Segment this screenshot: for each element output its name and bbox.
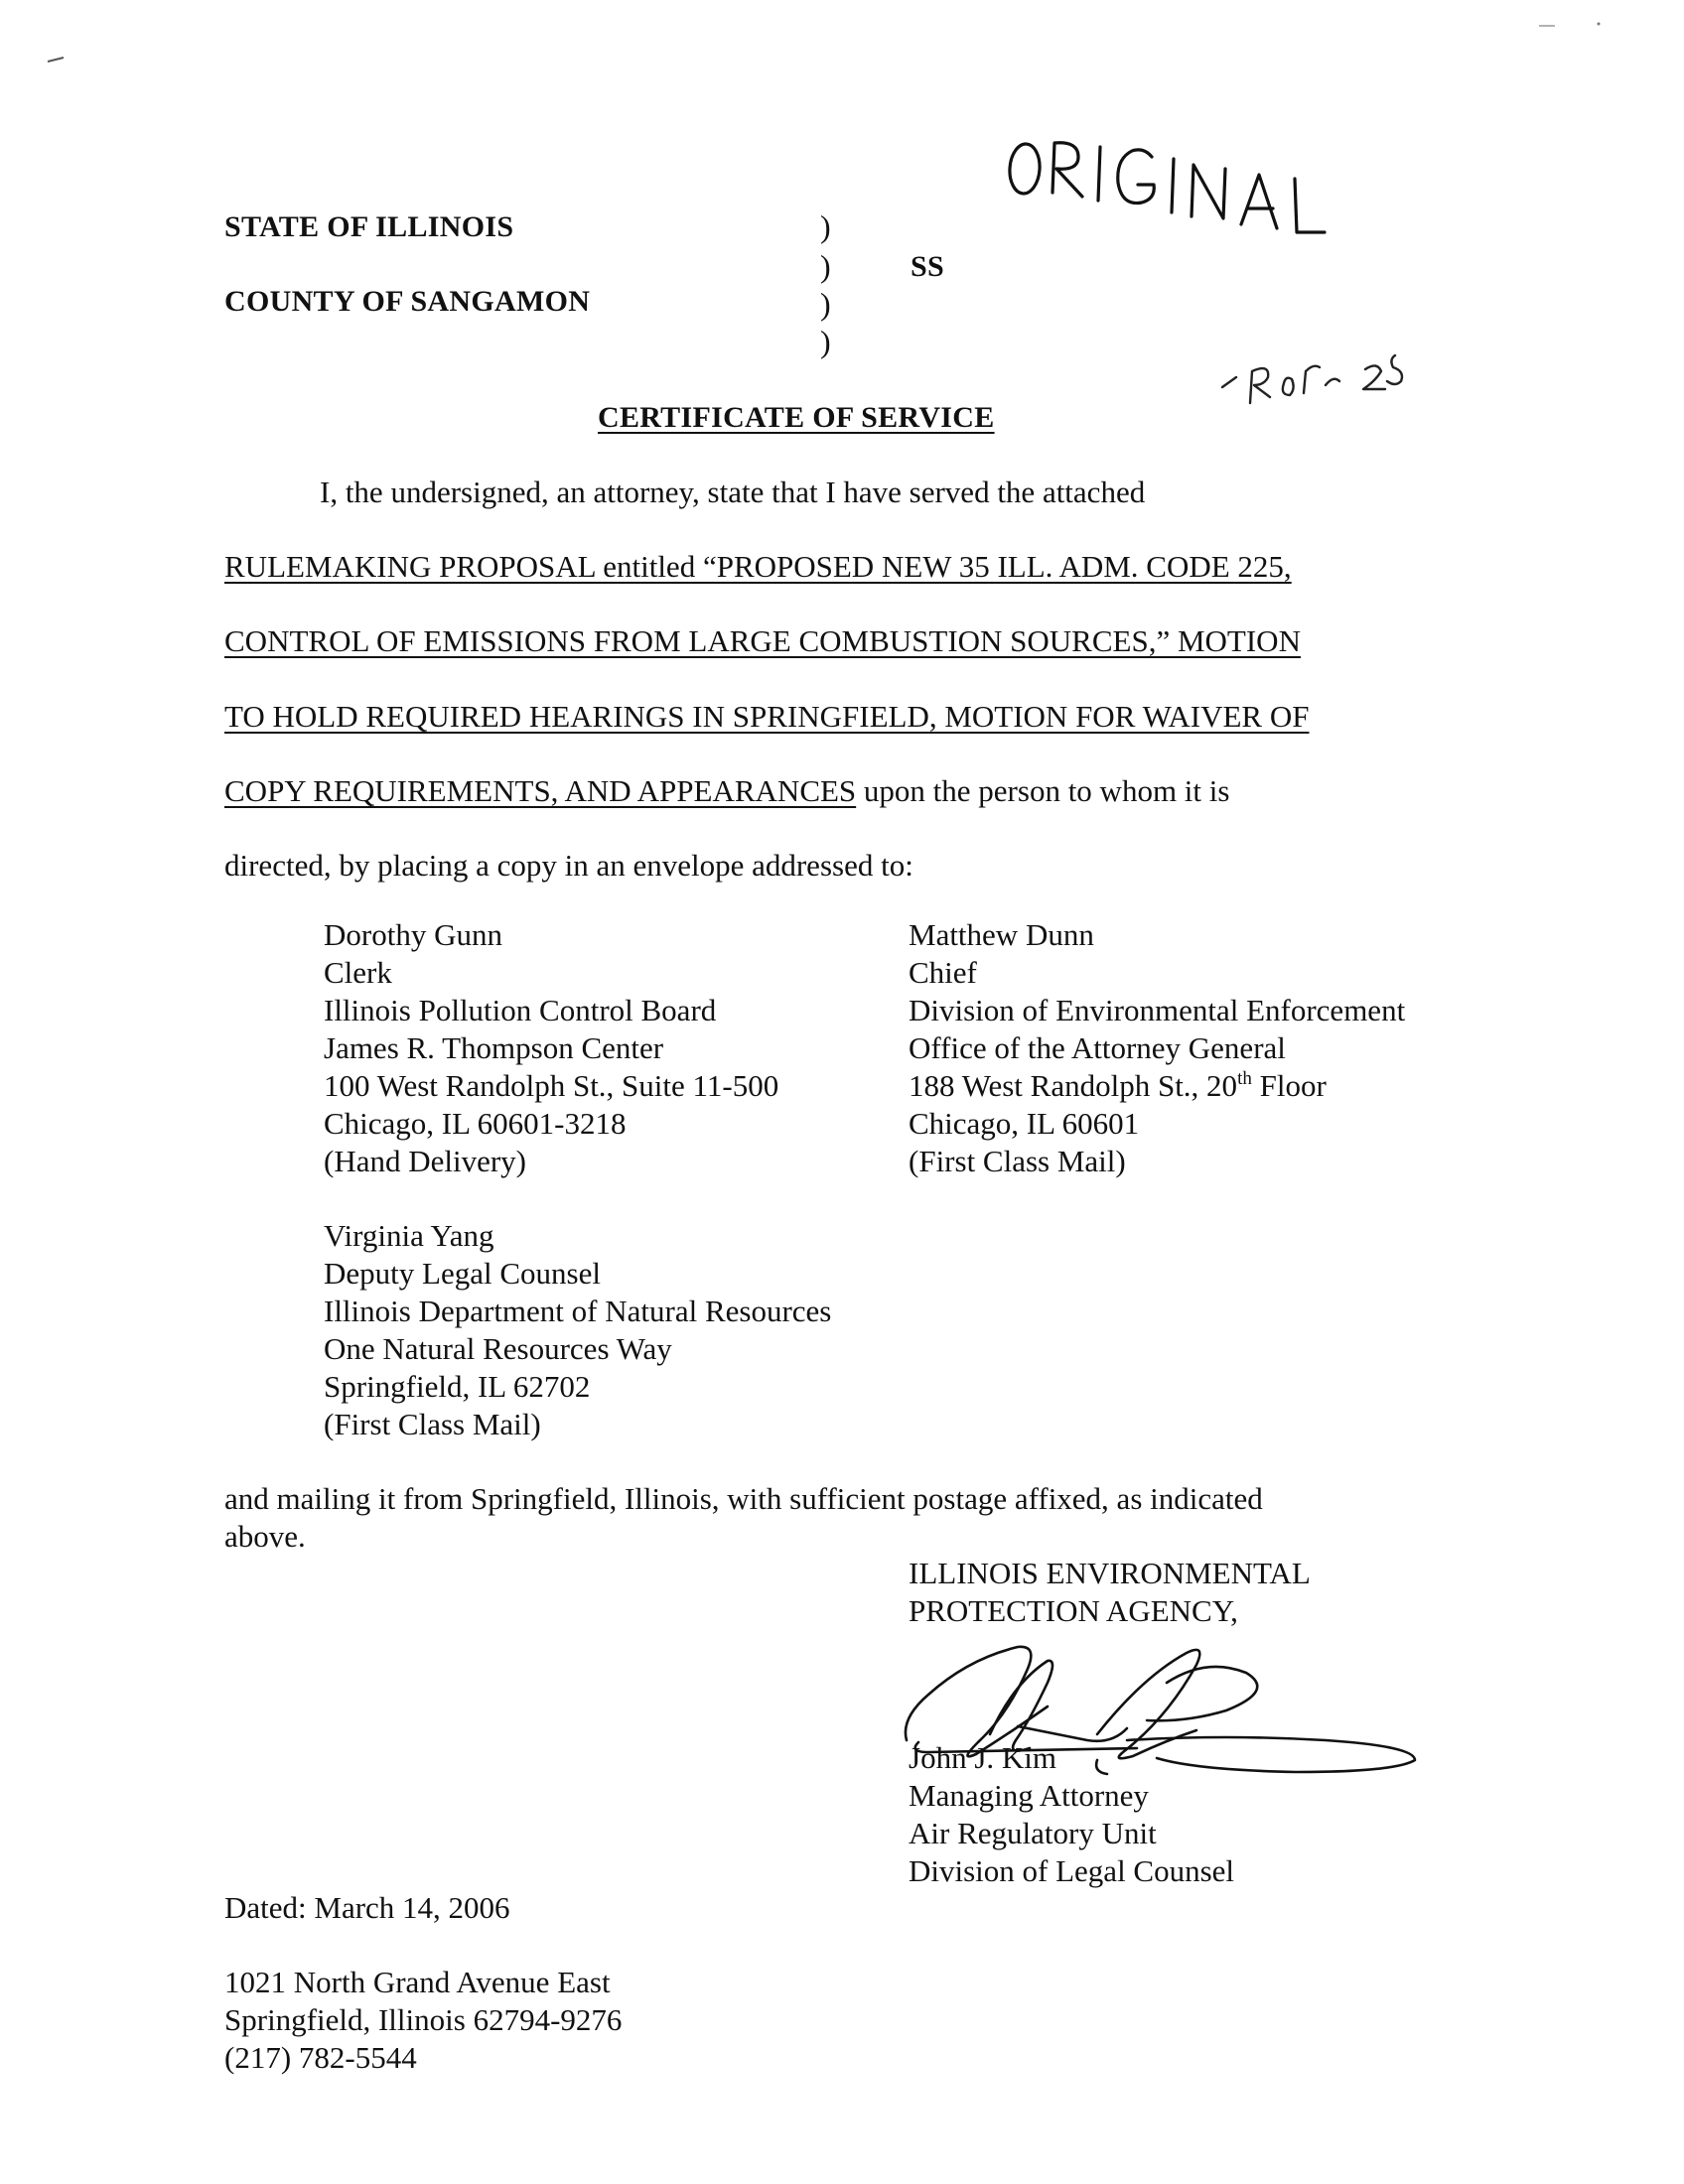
sender-city: Springfield, Illinois 62794-9276 (224, 2002, 623, 2037)
recipient-title: Clerk (324, 955, 392, 990)
certificate-title: CERTIFICATE OF SERVICE (598, 401, 995, 434)
sender-address (224, 1964, 622, 2077)
directed-text: directed, by placing a copy in an envelope addressed to: (224, 848, 913, 883)
caption-paren: ) (820, 248, 831, 284)
served-document-line: TO HOLD REQUIRED HEARINGS IN SPRINGFIELD, MOTION FOR WAIVER OF (224, 699, 1310, 734)
dated-line: Dated: March 14, 2006 (224, 1890, 510, 1925)
served-document-line: RULEMAKING PROPOSAL entitled “PROPOSED NEW 35 ILL. ADM. CODE 225, (224, 549, 1292, 584)
mailing-line: above. (224, 1519, 306, 1554)
recipient-title: Chief (909, 955, 977, 990)
signer-name: John J. Kim (909, 1740, 1056, 1775)
agency-name (909, 1555, 1311, 1630)
caption-paren: ) (820, 286, 831, 322)
sender-street: 1021 North Grand Avenue East (224, 1965, 611, 1999)
caption-county: COUNTY OF SANGAMON (224, 285, 591, 318)
recipient-org: Division of Environmental Enforcement (909, 993, 1406, 1027)
intro-text: I, the undersigned, an attorney, state that I have served the attached (320, 475, 1146, 509)
signer-unit: Air Regulatory Unit (909, 1816, 1157, 1850)
recipient-name: Matthew Dunn (909, 917, 1094, 952)
recipient-delivery-method: (First Class Mail) (324, 1407, 541, 1441)
recipient-building: Office of the Attorney General (909, 1030, 1286, 1065)
recipient-delivery-method: (First Class Mail) (909, 1144, 1126, 1178)
signer-role: Managing Attorney (909, 1778, 1149, 1813)
recipient-city: Chicago, IL 60601-3218 (324, 1106, 627, 1141)
served-document-line-4 (224, 773, 1229, 809)
original-stamp (1003, 129, 1331, 238)
mailing-line: and mailing it from Springfield, Illinois, with sufficient postage affixed, as indicated (224, 1481, 1263, 1516)
served-document-line: CONTROL OF EMISSIONS FROM LARGE COMBUSTION SOURCES,” MOTION (224, 623, 1301, 658)
recipient-city: Chicago, IL 60601 (909, 1106, 1140, 1141)
served-document-title-end: COPY REQUIREMENTS, AND APPEARANCES (224, 773, 857, 808)
recipient-address (324, 1217, 831, 1443)
scan-specks (0, 0, 1684, 119)
recipient-name: Dorothy Gunn (324, 917, 502, 952)
signer-division: Division of Legal Counsel (909, 1853, 1235, 1888)
recipient-street: One Natural Resources Way (324, 1331, 672, 1366)
signer-block (909, 1739, 1234, 1890)
street-text: 188 West Randolph St., 20 (909, 1068, 1238, 1103)
sender-phone: (217) 782-5544 (224, 2040, 417, 2075)
recipient-address (909, 916, 1405, 1180)
caption-ss: SS (911, 250, 944, 283)
agency-line: PROTECTION AGENCY, (909, 1593, 1238, 1628)
caption-paren: ) (820, 208, 831, 244)
recipient-delivery-method: (Hand Delivery) (324, 1144, 526, 1178)
recipient-org: Illinois Pollution Control Board (324, 993, 717, 1027)
recipient-address (324, 916, 778, 1180)
caption-state: STATE OF ILLINOIS (224, 210, 514, 243)
mailing-statement (224, 1480, 1263, 1556)
agency-line: ILLINOIS ENVIRONMENTAL (909, 1556, 1311, 1590)
recipient-street (909, 1067, 1405, 1105)
street-text-end: Floor (1251, 1068, 1327, 1103)
recipient-org: Illinois Department of Natural Resources (324, 1294, 832, 1328)
recipient-title: Deputy Legal Counsel (324, 1256, 601, 1291)
recipient-name: Virginia Yang (324, 1218, 494, 1253)
recipient-building: James R. Thompson Center (324, 1030, 664, 1065)
recipient-street: 100 West Randolph St., Suite 11-500 (324, 1068, 779, 1103)
caption-paren: ) (820, 324, 831, 359)
served-document-continuation: upon the person to whom it is (856, 773, 1230, 808)
recipient-city: Springfield, IL 62702 (324, 1369, 591, 1404)
docket-mark (1216, 334, 1415, 413)
ordinal-suffix: th (1237, 1068, 1252, 1089)
